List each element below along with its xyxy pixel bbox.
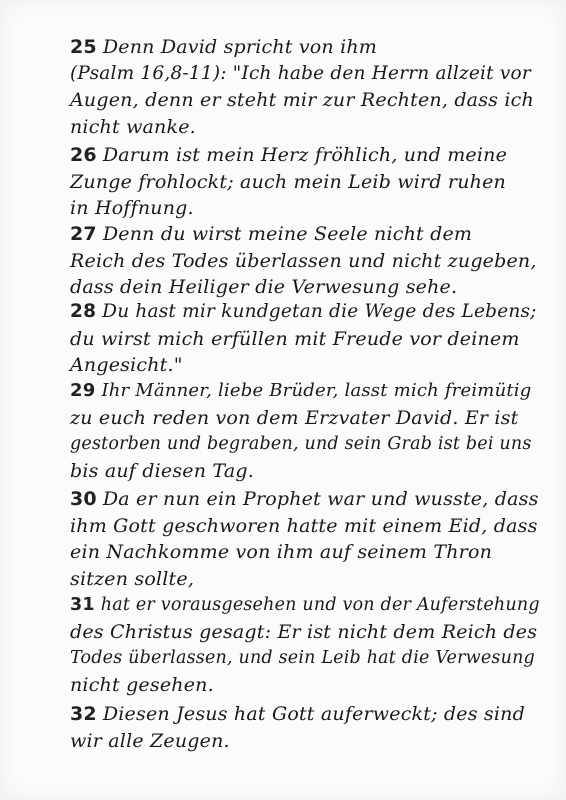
- verse-line: [70, 431, 540, 458]
- verse-line: [70, 566, 540, 593]
- verse-text: Diesen Jesus hat Gott auferweckt; des sind: [102, 703, 525, 725]
- verse-text: ihm Gott geschworen hatte mit einem Eid, dass: [70, 514, 538, 537]
- verse-number: 26: [70, 144, 97, 166]
- verse-text: Denn du wirst meine Seele nicht dem: [102, 223, 473, 245]
- verse-text: Todes überlassen, und sein Leib hat die Verwesung: [70, 648, 535, 668]
- verse-line: [70, 142, 540, 169]
- verse-line: [70, 114, 540, 141]
- verse-text: nicht wanke.: [70, 115, 196, 138]
- verse-line: [70, 378, 540, 405]
- verse-text: Ihr Männer, liebe Brüder, lasst mich freimütig: [101, 380, 532, 401]
- verse-28: [70, 299, 540, 379]
- verse-text: Du hast mir kundgetan die Wege des Lebens;: [102, 301, 537, 322]
- verse-line: [70, 221, 540, 248]
- verse-number: 29: [70, 380, 96, 401]
- verse-line: [70, 539, 540, 566]
- verse-text: du wirst mich erfüllen mit Freude vor deinem: [70, 327, 520, 350]
- verse-text: Denn David spricht von ihm: [102, 36, 378, 58]
- verse-line: [70, 274, 540, 301]
- verse-line: [70, 701, 540, 728]
- verse-26: [70, 142, 540, 222]
- verse-line: [70, 728, 540, 755]
- verse-line: [70, 592, 540, 619]
- verse-text: Augen, denn er steht mir zur Rechten, dass ich: [70, 89, 534, 111]
- verse-text: gestorben und begraben, und sein Grab ist bei uns: [70, 434, 532, 454]
- verse-line: [70, 61, 540, 88]
- verse-text: in Hoffnung.: [70, 197, 194, 219]
- verse-text: wir alle Zeugen.: [70, 729, 230, 752]
- verse-30: [70, 486, 540, 592]
- verse-number: 28: [70, 301, 97, 322]
- verse-line: [70, 299, 540, 326]
- verse-31: [70, 592, 540, 698]
- verse-text: nicht gesehen.: [70, 673, 214, 696]
- verse-line: [70, 326, 540, 353]
- verse-32: [70, 701, 540, 754]
- verse-line: [70, 645, 540, 672]
- verse-number: 32: [70, 703, 97, 725]
- verse-text: Zunge frohlockt; auch mein Leib wird ruhen: [70, 170, 506, 193]
- verse-number: 27: [70, 223, 97, 245]
- verse-line: [70, 405, 540, 432]
- verse-number: 31: [70, 595, 95, 615]
- verse-25: [70, 34, 540, 140]
- verse-line: [70, 87, 540, 114]
- verse-text: Darum ist mein Herz fröhlich, und meine: [102, 144, 508, 166]
- verse-number: 25: [70, 36, 97, 58]
- verse-line: [70, 195, 540, 222]
- verse-line: [70, 458, 540, 485]
- verse-text: bis auf diesen Tag.: [70, 459, 254, 482]
- verse-text: des Christus gesagt: Er ist nicht dem Reich des: [70, 620, 538, 643]
- verse-text: (Psalm 16,8-11): "Ich habe den Herrn allzeit vor: [70, 62, 531, 84]
- verse-text: Angesicht.": [70, 354, 183, 376]
- verse-line: [70, 619, 540, 646]
- verse-line: [70, 352, 540, 379]
- verse-text: ein Nachkomme von ihm auf seinem Thron: [70, 541, 493, 563]
- verse-text: sitzen sollte,: [70, 567, 195, 590]
- verse-text: Da er nun ein Prophet war und wusste, dass: [102, 488, 539, 510]
- verse-27: [70, 221, 540, 301]
- verse-line: [70, 34, 540, 61]
- verse-line: [70, 513, 540, 540]
- verse-text: hat er vorausgesehen und von der Auferstehung: [100, 595, 540, 615]
- verse-line: [70, 486, 540, 513]
- verse-line: [70, 169, 540, 196]
- verse-line: [70, 672, 540, 699]
- verse-line: [70, 248, 540, 275]
- verse-29: [70, 378, 540, 484]
- verse-text: zu euch reden von dem Erzvater David. Er ist: [70, 406, 519, 429]
- verse-text: Reich des Todes überlassen und nicht zugeben,: [70, 249, 537, 272]
- verse-text: dass dein Heiliger die Verwesung sehe.: [70, 276, 458, 298]
- verse-number: 30: [70, 488, 97, 510]
